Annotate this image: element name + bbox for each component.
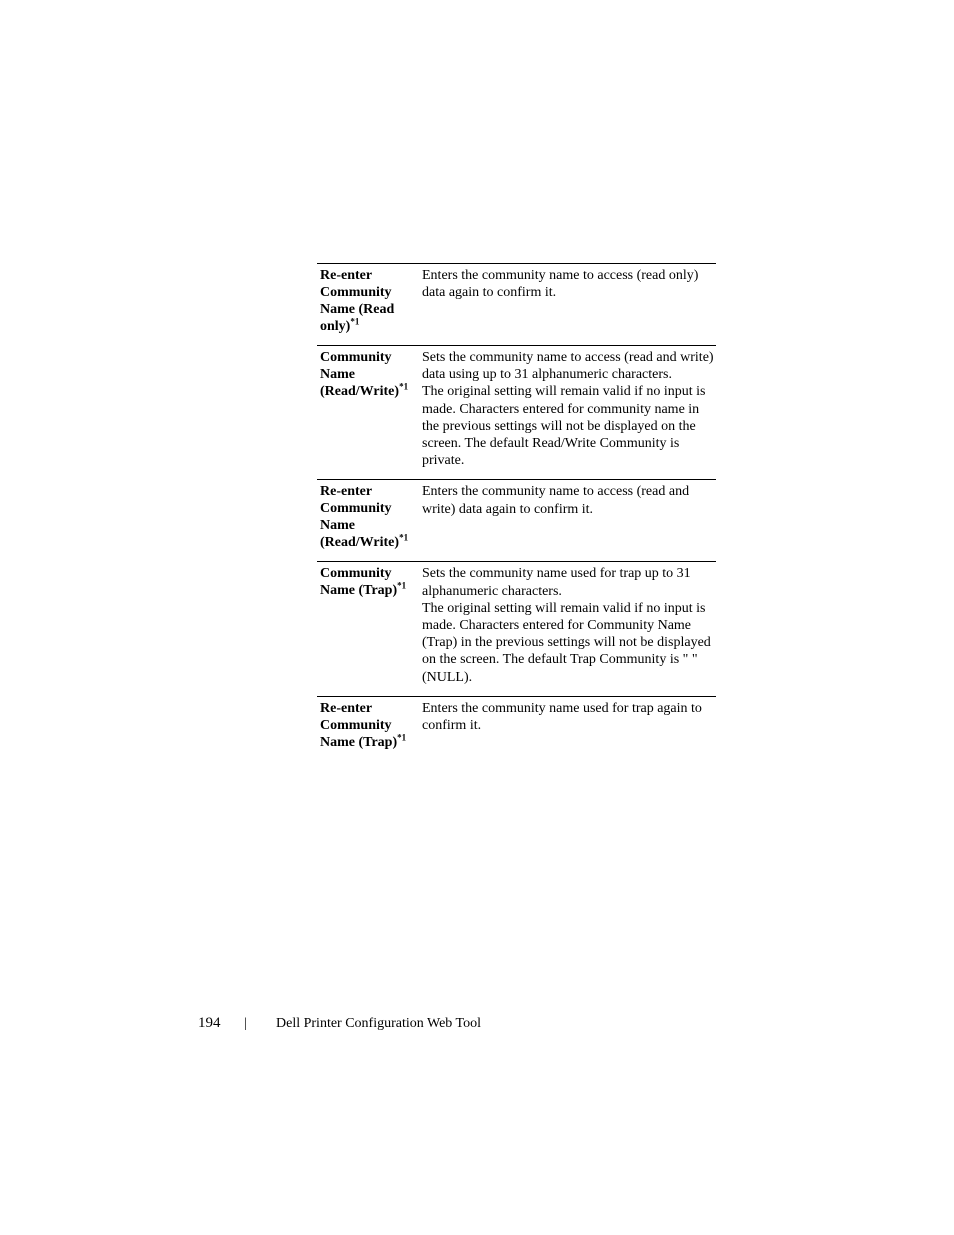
running-title: Dell Printer Configuration Web Tool: [276, 1016, 482, 1031]
setting-description: Enters the community name to access (read and write) data again to confirm it.: [422, 484, 690, 517]
footnote-marker: *1: [399, 532, 409, 543]
footnote-marker: *1: [397, 732, 407, 743]
footer-separator: |: [244, 1016, 247, 1031]
settings-table: [317, 263, 716, 761]
table-row: [317, 264, 716, 346]
page-footer: [198, 1015, 481, 1032]
footnote-marker: *1: [350, 316, 360, 327]
page-number: 194: [198, 1015, 221, 1031]
footnote-marker: *1: [399, 381, 409, 392]
setting-name: Re-enter Community Name (Read only)$^{*1}$: [320, 268, 395, 334]
setting-description: Enters the community name to access (read only) data again to confirm it.: [422, 268, 699, 301]
setting-name: Re-enter Community Name (Trap)$^{*1}$: [320, 700, 407, 750]
setting-description: Sets the community name used for trap up to 31 alphanumeric characters. The original setting will remain valid if no input is made. Characters entered for Community Name (Trap) in the previous settings will not be displayed on the screen. The default Trap Community is " " (NULL).: [422, 566, 711, 685]
setting-name: Community Name (Read/Write)$^{*1}$: [320, 350, 409, 399]
setting-name: Re-enter Community Name (Read/Write)$^{*1}$: [320, 484, 409, 551]
table-row: [317, 346, 716, 480]
table-row: [317, 480, 716, 562]
footnote-marker: *1: [397, 580, 407, 591]
setting-name: Community Name (Trap)$^{*1}$: [320, 566, 407, 599]
setting-description: Enters the community name used for trap again to confirm it.: [422, 700, 702, 734]
setting-description: Sets the community name to access (read and write) data using up to 31 alphanumeric characters. The original setting will remain valid if no input is made. Characters entered for community name in the previous settings will not be displayed on the screen. The default Read/Write Community is private.: [422, 350, 714, 469]
table-row: [317, 562, 716, 696]
table-row: [317, 697, 716, 761]
